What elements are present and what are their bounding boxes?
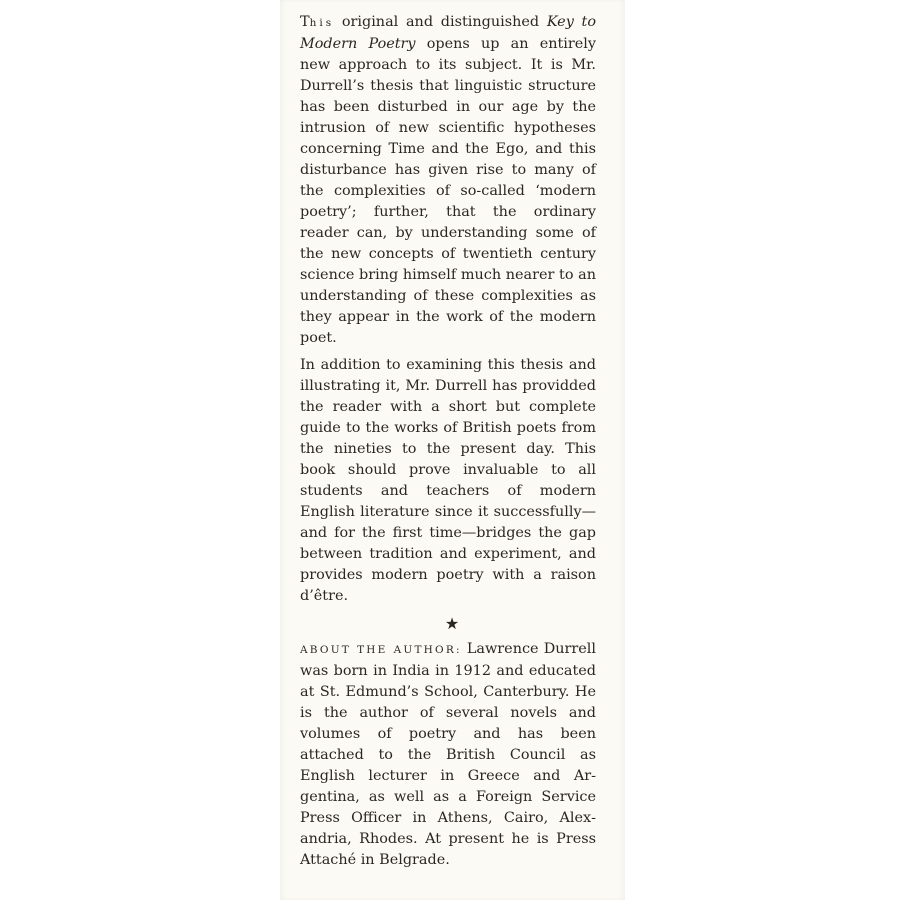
drop-cap: T [300, 14, 310, 30]
book-title: Key to Modern Poetry [300, 14, 596, 52]
about-author-paragraph [300, 639, 596, 871]
intro-text: original and distinguished [334, 14, 547, 30]
description-body: opens up an entirely new approach to its subject. It is Mr. Durrell’s thesis that linguistic structure has been disturbed in our age by the intrusion of new scientific hypotheses concerning Time and the Ego, and this disturbance has given rise to many of the complexities of so-called ‘modern poetry’; further, that the ordinary reader can, by understanding some of the new concepts of twentieth century science bring himself much nearer to an understanding of these complexities as they appear in the work of the modern poet. [300, 36, 597, 346]
about-author-heading: ABOUT THE AUTHOR: [300, 644, 462, 656]
thesis-paragraph: In addition to examining this thesis and illustrating it, Mr. Durrell has providded the reader with a short but complete guide to the works of British poets from the nineties to the present day. This book should prove invaluable to all students and teachers of modern English literature since it successfully—and for the first time—bridges the gap between tradition and experiment, and provides modern poetry with a raison d’être. [300, 357, 596, 604]
about-author-body: Lawrence Durrell was born in India in 1912 and educated at St. Edmund’s School, Canterbury. He is the author of several novels and volumes of poetry and has been attached to the British Council as English lecturer in Greece and Argentina, as well as a Foreign Service Press Officer in Athens, Cairo, Alexandria, Rhodes. At present he is Press Attaché in Belgrade. [300, 641, 596, 868]
star-ornament: ★ [444, 614, 460, 633]
opening-small-caps: his [309, 17, 335, 29]
flap-text [300, 12, 596, 871]
description-paragraph [300, 12, 596, 349]
